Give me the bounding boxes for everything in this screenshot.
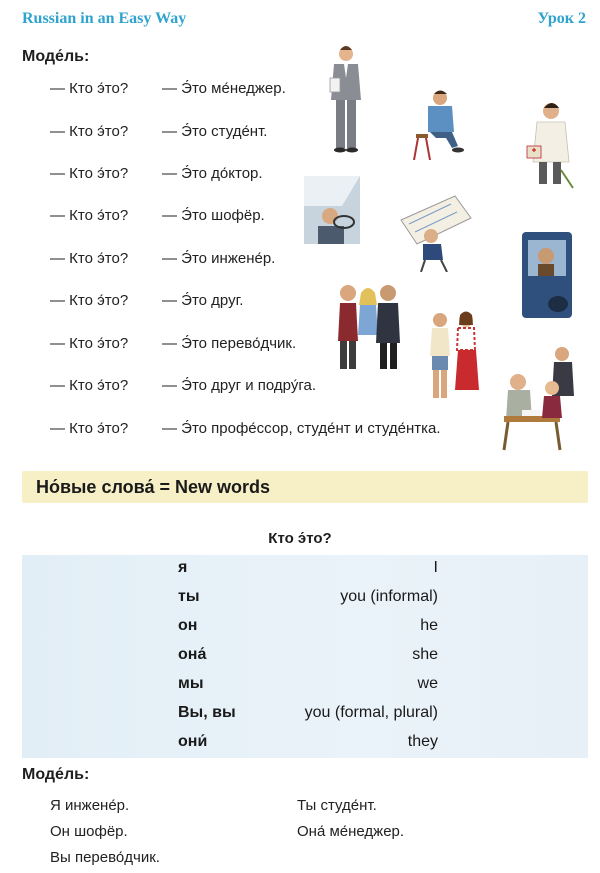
russian-word: Вы, вы xyxy=(178,704,236,721)
russian-word: они́ xyxy=(178,733,208,750)
english-word: we xyxy=(417,675,438,692)
dialogue-line xyxy=(50,165,263,182)
question: — Кто э́то? xyxy=(50,377,129,394)
answer: — Э́то ме́неджер. xyxy=(162,80,286,97)
new-words-banner xyxy=(22,471,588,503)
example-sentence: Он шофёр. xyxy=(50,823,128,840)
answer: — Э́то инжене́р. xyxy=(162,250,276,267)
example-sentence: Я инжене́р. xyxy=(50,797,130,814)
translator-illustration xyxy=(522,232,572,318)
answer: — Э́то шофёр. xyxy=(162,207,265,224)
russian-word: он xyxy=(178,617,198,634)
english-word: they xyxy=(407,733,438,750)
dialogue-line xyxy=(50,377,316,394)
russian-word: я xyxy=(178,559,188,576)
dialogue-line xyxy=(50,207,265,224)
answer: — Э́то до́ктор. xyxy=(162,165,263,182)
example-sentence: Ты студе́нт. xyxy=(297,797,377,814)
english-word: he xyxy=(420,617,438,634)
vocab-row xyxy=(22,555,588,583)
professor-and-students-illustration xyxy=(496,344,582,456)
doctor-illustration xyxy=(523,100,579,190)
russian-word: мы xyxy=(178,675,204,692)
example-sentence: Она́ ме́неджер. xyxy=(297,823,405,840)
lesson-number: Урок 2 xyxy=(537,10,586,27)
dialogue-line xyxy=(50,292,243,309)
vocab-row xyxy=(22,613,588,641)
model-label-2: Моде́ль: xyxy=(22,766,90,783)
question: — Кто э́то? xyxy=(50,250,129,267)
english-word: you (formal, plural) xyxy=(304,704,438,721)
vocab-row xyxy=(22,729,588,757)
answer: — Э́то студе́нт. xyxy=(162,123,268,140)
english-word: I xyxy=(433,559,438,576)
example-sentence: Вы перево́дчик. xyxy=(50,849,160,866)
vocab-heading: Кто э́то? xyxy=(268,530,332,547)
dialogue-line xyxy=(50,335,296,352)
driver-illustration xyxy=(304,176,360,244)
russian-word: она́ xyxy=(178,646,207,663)
dialogue-line xyxy=(50,420,441,437)
question: — Кто э́то? xyxy=(50,292,129,309)
friends-illustration xyxy=(330,283,406,373)
new-words-title: Но́вые слова́ = New words xyxy=(36,477,271,497)
manager-illustration xyxy=(322,44,370,156)
vocab-row xyxy=(22,671,588,699)
engineer-illustration xyxy=(395,190,475,272)
book-title: Russian in an Easy Way xyxy=(22,10,187,27)
student-illustration xyxy=(410,88,468,166)
question: — Кто э́то? xyxy=(50,207,129,224)
vocab-row xyxy=(22,642,588,670)
question: — Кто э́то? xyxy=(50,80,129,97)
vocab-row xyxy=(22,700,588,728)
answer: — Э́то профе́ссор, студе́нт и студе́нтка. xyxy=(162,420,441,437)
dialogue-line xyxy=(50,123,267,140)
question: — Кто э́то? xyxy=(50,123,129,140)
english-word: she xyxy=(412,646,438,663)
english-word: you (informal) xyxy=(340,588,438,605)
question: — Кто э́то? xyxy=(50,165,129,182)
friend-and-girlfriend-illustration xyxy=(424,310,486,402)
question: — Кто э́то? xyxy=(50,420,129,437)
vocab-row xyxy=(22,584,588,612)
answer: — Э́то друг. xyxy=(162,292,244,309)
question: — Кто э́то? xyxy=(50,335,129,352)
page-header xyxy=(22,10,586,32)
model-label: Моде́ль: xyxy=(22,48,90,65)
answer: — Э́то друг и подру́га. xyxy=(162,377,316,394)
dialogue-line xyxy=(50,250,275,267)
vocabulary-table xyxy=(22,555,588,758)
answer: — Э́то перево́дчик. xyxy=(162,335,297,352)
russian-word: ты xyxy=(178,588,200,605)
dialogue-line xyxy=(50,80,286,97)
